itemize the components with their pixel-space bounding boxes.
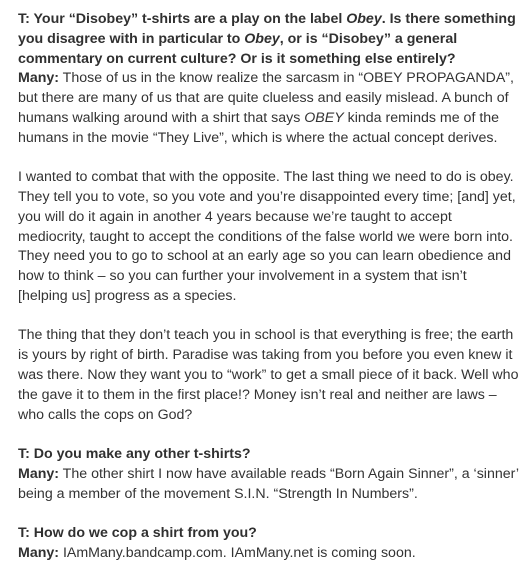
question-cop-shirt: T: How do we cop a shirt from you? — [18, 524, 257, 541]
question-other-shirts: T: Do you make any other t-shirts? — [18, 445, 251, 462]
speaker-label: Many: — [18, 70, 59, 87]
answer-paragraph — [18, 69, 519, 148]
answer-paragraph: I wanted to combat that with the opposite. The last thing we need to do is obey. They tell you to vote, so you vote and you’re disappointed every time; [and] yet, you will do it again in another 4 years because we’re taught to accept mediocrity, taught to accept the conditions of the false world we were born into. They need you to go to school at an early age so you can learn obedience and how to think – so you can further your involvement in a system that isn’t [helping us] progress as a species. — [18, 169, 516, 304]
emphasis-obey: Obey — [346, 11, 382, 27]
question-text: T: Your “Disobey” t-shirts are a play on the label — [18, 11, 347, 27]
answer-text: Those of us in the know realize the sarcasm in “OBEY PROPAGANDA”, but there are many of us that are quite clueless and easily mislead. A bunch of humans walking around with a shirt that says — [18, 70, 514, 126]
emphasis-obey: Obey — [244, 30, 280, 47]
qa-block-other-shirts — [18, 445, 519, 504]
speaker-label: Many: — [18, 544, 59, 561]
answer-paragraph: The thing that they don’t teach you in school is that everything is free; the earth is yours by right of birth. Paradise was taking from you before you even knew it was there. Now they want you to “work” to get a small piece of it back. Well who the gave it to them in the first place!? Money isn’t real and neither are laws – who calls the cops on God? — [18, 327, 519, 423]
qa-block-cop-shirt — [18, 524, 519, 564]
speaker-label: Many: — [18, 465, 59, 482]
answer-paragraph — [18, 544, 519, 564]
question-disobey — [18, 10, 519, 69]
answer-text: kinda reminds me of the humans in the movie “They Live”, which is where the actual concept derives. — [18, 109, 500, 146]
emphasis-obey: OBEY — [304, 109, 344, 126]
answer-text: The other shirt I now have available reads “Born Again Sinner”, a ‘sinner’ being a member of the movement S.I.N. “Strength In Numbers”. — [18, 465, 519, 502]
qa-block-disobey — [18, 10, 519, 425]
question-text: , or is “Disobey” a general commentary on current culture? Or is it something else entirely? — [18, 30, 458, 67]
question-text: . Is there something you disagree with in particular to — [18, 11, 516, 47]
answer-text: IAmMany.bandcamp.com. IAmMany.net is coming soon. — [59, 544, 416, 561]
answer-paragraph — [18, 465, 519, 505]
